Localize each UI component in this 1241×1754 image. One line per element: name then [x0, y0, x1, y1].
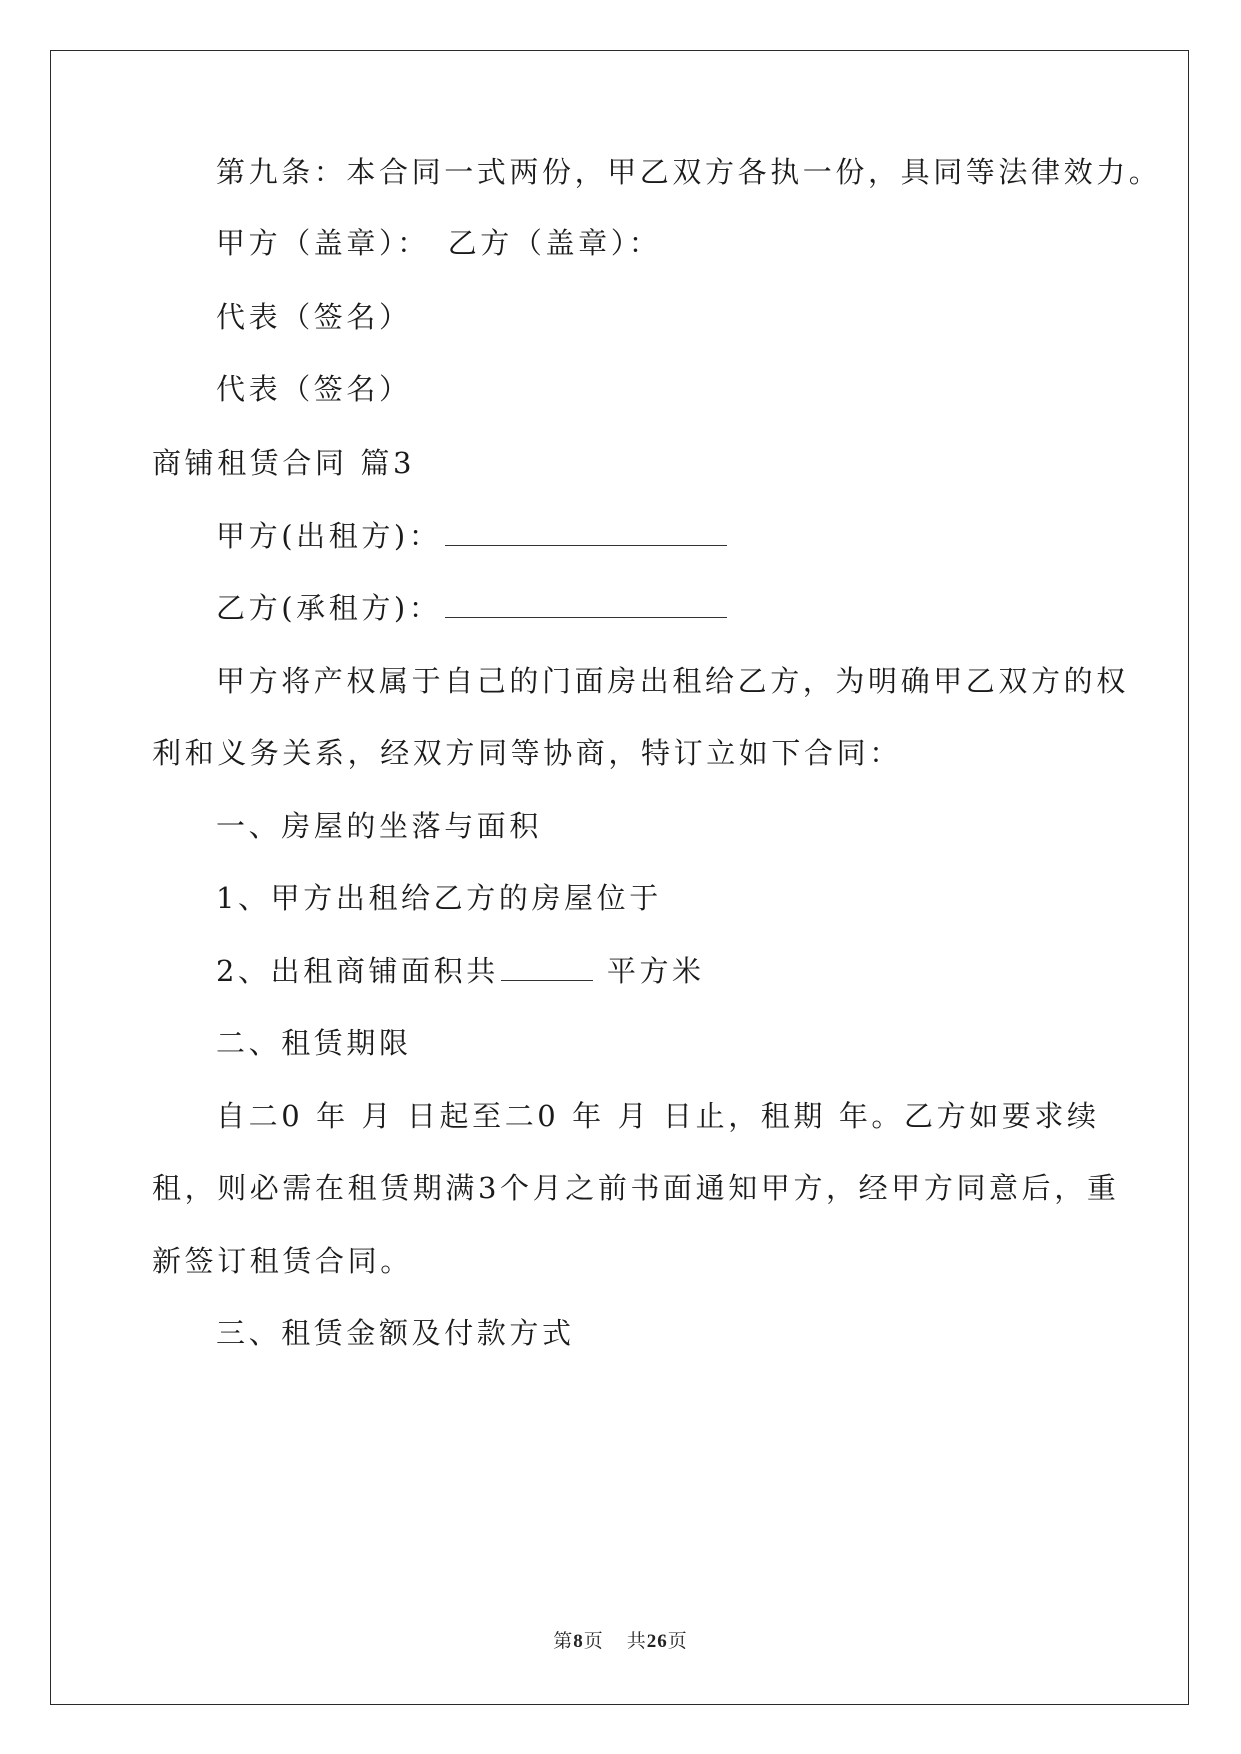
footer-total-unit: 页 — [667, 1631, 688, 1652]
total-pages-number: 26 — [646, 1631, 668, 1652]
article-nine: 第九条：本合同一式两份，甲乙双方各执一份，具同等法律效力。 — [216, 155, 1162, 189]
landlord-label: 甲方(出租方)： — [216, 519, 442, 553]
term-line-1: 自二0 年 月 日起至二0 年 月 日止，租期 年。乙方如要求续 — [216, 1099, 1100, 1133]
seal-line — [216, 223, 661, 263]
clause-one-item-2 — [216, 951, 705, 991]
footer-total-prefix: 共 — [626, 1631, 647, 1652]
page-footer — [0, 1626, 1241, 1653]
tenant-label: 乙方(承租方)： — [216, 591, 442, 625]
party-b-seal-label: 乙方（盖章）： — [447, 226, 662, 260]
area-label: 2、出租商铺面积共 — [216, 954, 499, 988]
signature-line-2: 代表（签名） — [216, 372, 412, 406]
area-blank — [501, 956, 593, 981]
signature-line-1: 代表（签名） — [216, 300, 412, 334]
clause-three-heading: 三、租赁金额及付款方式 — [216, 1316, 575, 1350]
intro-line-2: 利和义务关系，经双方同等协商，特订立如下合同： — [152, 736, 902, 770]
clause-one-heading: 一、房屋的坐落与面积 — [216, 809, 543, 843]
party-a-seal-label: 甲方（盖章）： — [216, 226, 430, 260]
section-heading: 商铺租赁合同 篇3 — [152, 446, 416, 480]
footer-prefix: 第 — [553, 1631, 574, 1652]
clause-one-item-1: 1、甲方出租给乙方的房屋位于 — [216, 881, 662, 915]
tenant-blank — [445, 593, 727, 618]
current-page-number: 8 — [573, 1631, 584, 1652]
clause-two-heading: 二、租赁期限 — [216, 1026, 412, 1060]
landlord-line — [216, 516, 727, 556]
landlord-blank — [445, 521, 727, 546]
intro-line-1: 甲方将产权属于自己的门面房出租给乙方，为明确甲乙双方的权 — [216, 664, 1129, 698]
tenant-line — [216, 588, 727, 628]
term-line-3: 新签订租赁合同。 — [152, 1244, 413, 1278]
term-line-2: 租，则必需在租赁期满3个月之前书面通知甲方，经甲方同意后，重 — [152, 1171, 1120, 1205]
area-unit: 平方米 — [606, 954, 705, 988]
footer-page-unit: 页 — [583, 1631, 604, 1652]
